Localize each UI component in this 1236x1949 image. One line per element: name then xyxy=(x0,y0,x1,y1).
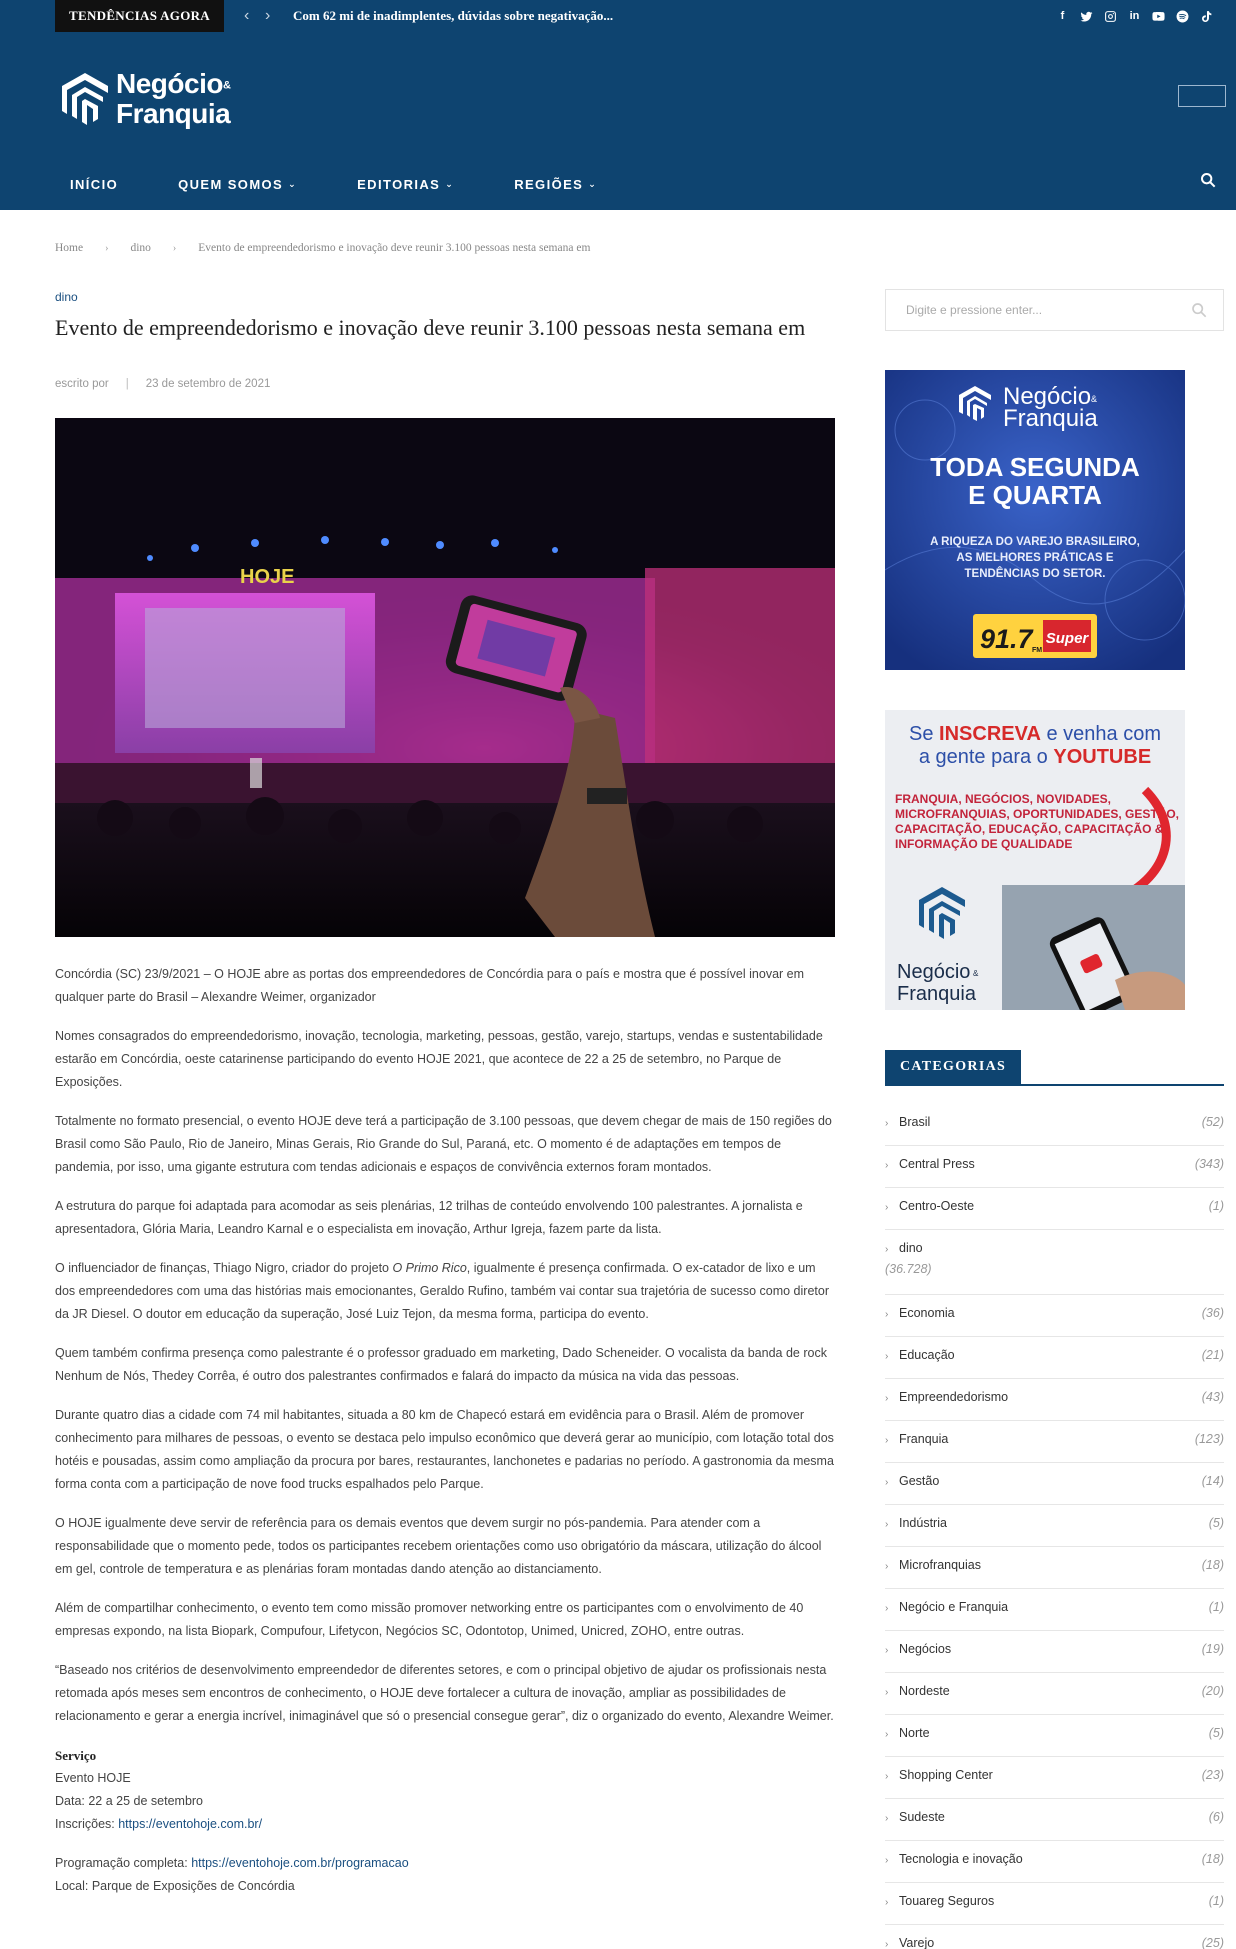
top-bar xyxy=(0,0,1236,32)
category-name: Microfranquias xyxy=(899,1558,981,1572)
article-paragraph: Totalmente no formato presencial, o evento HOJE deve terá a participação de 3.100 pessoas, que devem chegar de mais de 150 regiões do Brasil como São Paulo, Rio de Janeiro, Minas Gerais, Rio Grande do Sul, Paraná, etc. O momento é de adaptações em tempos de pandemia, por isso, uma gigante estrutura com tendas adicionais e espaços de convivência externos foram montados. xyxy=(55,1114,832,1174)
article-hero-image xyxy=(55,418,835,937)
logo-line2: Franquia xyxy=(116,97,231,129)
logo-mark-icon xyxy=(58,69,112,129)
paragraph-emphasis: O Primo Rico xyxy=(392,1261,467,1275)
paragraph-text: O influenciador de finanças, Thiago Nigro, criador do projeto xyxy=(55,1261,393,1275)
sidebar-search-input[interactable] xyxy=(886,290,1223,330)
category-count: (25) xyxy=(1201,1936,1224,1949)
ad2-topics-4: INFORMAÇÃO DE QUALIDADE xyxy=(895,837,1073,851)
ad2-topics-3: CAPACITAÇÃO, EDUCAÇÃO, CAPACITAÇÃO & xyxy=(895,822,1164,836)
chevron-down-icon: ⌄ xyxy=(445,178,455,189)
ad-brand-amp: & xyxy=(1091,394,1098,404)
article-paragraph: O HOJE igualmente deve servir de referência para os demais eventos que devem surgir no pós-pandemia. Para atender com a responsabilidade que o momento pede, todos os participantes recebem orientações como uso obrigatório da máscara, utilização do álcool em gel, controle de temperatura e as plenárias foram montadas dando atenção ao distanciamento. xyxy=(55,1516,822,1576)
chevron-right-icon: › xyxy=(885,1435,889,1446)
event-photo xyxy=(55,418,835,937)
service-event: Evento HOJE xyxy=(55,1771,131,1785)
category-name: Franquia xyxy=(899,1432,949,1446)
category-name: Indústria xyxy=(899,1516,947,1530)
category-item-negocio-e-franquia[interactable] xyxy=(885,1589,1224,1631)
chevron-right-icon: › xyxy=(885,1561,889,1572)
facebook-icon[interactable]: f xyxy=(1060,10,1065,22)
category-item-franquia[interactable] xyxy=(885,1421,1224,1463)
categories-header xyxy=(885,1050,1224,1086)
category-name: dino xyxy=(899,1241,923,1255)
chevron-right-icon: › xyxy=(885,1729,889,1740)
chevron-right-icon: › xyxy=(885,1771,889,1782)
categories-list xyxy=(885,1104,1224,1949)
category-item-negocios[interactable] xyxy=(885,1631,1224,1673)
meta-divider: | xyxy=(125,378,129,390)
sidebar-ad-radio[interactable] xyxy=(885,370,1185,670)
chevron-down-icon: ⌄ xyxy=(288,178,298,189)
category-count: (5) xyxy=(1208,1516,1224,1530)
service-date: Data: 22 a 25 de setembro xyxy=(55,1794,204,1808)
main-menu xyxy=(55,158,642,210)
category-count: (23) xyxy=(1201,1768,1224,1782)
category-count: (19) xyxy=(1201,1642,1224,1656)
tiktok-icon[interactable] xyxy=(1200,10,1213,23)
category-count: (1) xyxy=(1208,1199,1224,1213)
category-item-educacao[interactable] xyxy=(885,1337,1224,1379)
category-name: Shopping Center xyxy=(899,1768,993,1782)
service-signup xyxy=(55,1813,835,1836)
category-count: (343) xyxy=(1194,1157,1224,1171)
article-category-link[interactable]: dino xyxy=(55,290,78,304)
chevron-right-icon: › xyxy=(885,1244,889,1255)
menu-item-regioes[interactable] xyxy=(499,177,612,192)
category-item-touareg-seguros[interactable] xyxy=(885,1883,1224,1925)
category-item-centro-oeste[interactable] xyxy=(885,1188,1224,1230)
category-item-tecnologia-e-inovacao[interactable] xyxy=(885,1841,1224,1883)
chevron-right-icon: › xyxy=(885,1477,889,1488)
ad2-line2: a gente para o YOUTUBE xyxy=(918,746,1152,768)
breadcrumb-current: Evento de empreendedorismo e inovação deve reunir 3.100 pessoas nesta semana em xyxy=(198,242,591,254)
category-item-norte[interactable] xyxy=(885,1715,1224,1757)
article-title: Evento de empreendedorismo e inovação deve reunir 3.100 pessoas nesta semana em xyxy=(55,315,806,340)
service-location: Local: Parque de Exposições de Concórdia xyxy=(55,1879,295,1893)
ad-brand-1: Negócio xyxy=(1003,383,1092,410)
category-count: (5) xyxy=(1208,1726,1224,1740)
categories-title: CATEGORIAS xyxy=(885,1050,1021,1084)
service-block-2 xyxy=(55,1852,835,1898)
youtube-icon[interactable] xyxy=(1152,10,1165,23)
article-paragraph: A estrutura do parque foi adaptada para acomodar as seis plenárias, 12 trilhas de conteúdo envolvendo 100 palestrantes. A jornalista e apresentadora, Glória Maria, Leandro Karnal e o especialista em inovação, Arthur Igreja, fazem parte da lista. xyxy=(55,1199,803,1236)
radio-name: Super xyxy=(1045,630,1089,647)
category-count: (18) xyxy=(1201,1852,1224,1866)
category-name: Negócio e Franquia xyxy=(899,1600,1009,1614)
category-name: Nordeste xyxy=(899,1684,950,1698)
chevron-left-icon[interactable]: ‹ xyxy=(244,7,250,24)
article-paragraph: Nomes consagrados do empreendedorismo, inovação, tecnologia, marketing, pessoas, gestão, varejo, startups, vendas e sustentabilidade estarão em Concórdia, oeste catarinense participando do evento HOJE 2021, que acontece de 22 a 25 de setembro, no Parque de Exposições. xyxy=(55,1029,823,1089)
category-name: Empreendedorismo xyxy=(899,1390,1009,1404)
twitter-icon[interactable] xyxy=(1080,10,1093,23)
category-count: (1) xyxy=(1208,1600,1224,1614)
category-name: Gestão xyxy=(899,1474,940,1488)
chevron-right-icon: › xyxy=(885,1645,889,1656)
category-name: Negócios xyxy=(899,1642,952,1656)
category-item-empreendedorismo[interactable] xyxy=(885,1379,1224,1421)
breadcrumb-category[interactable]: dino xyxy=(130,242,151,254)
ad-headline-2: E QUARTA xyxy=(968,480,1102,510)
category-item-brasil[interactable] xyxy=(885,1104,1224,1146)
chevron-right-icon: › xyxy=(885,1897,889,1908)
chevron-right-icon: › xyxy=(885,1939,889,1949)
category-count: (1) xyxy=(1208,1894,1224,1908)
article-paragraph: Durante quatro dias a cidade com 74 mil habitantes, situada a 80 km de Chapecó estará em evidência para o Brasil. Além de promover conhecimento para milhares de pessoas, o evento se destaca pelo impulso econômico que deverá gerar ao município, com lotação total dos hotéis e pousadas, assim como ampliação da procura por bares, restaurantes, lanchonetes e padarias no período. A gastronomia da mesma forma conta com a participação de nove food trucks espalhados pelo Parque. xyxy=(55,1408,834,1491)
service-program xyxy=(55,1852,835,1875)
chevron-down-icon: ⌄ xyxy=(588,178,598,189)
category-name: Central Press xyxy=(899,1157,975,1171)
ad2-brand-2: Franquia xyxy=(897,983,976,1005)
ad2-brand-1: Negócio xyxy=(897,961,971,983)
category-count: (21) xyxy=(1201,1348,1224,1362)
category-count: (20) xyxy=(1201,1684,1224,1698)
article-meta xyxy=(55,378,270,390)
menu-item-label: REGIÕES xyxy=(514,176,584,192)
ad2-brand-amp: & xyxy=(973,969,979,978)
site-logo[interactable] xyxy=(58,67,258,131)
site-header xyxy=(0,32,1236,210)
logo-line1: Negócio xyxy=(116,68,223,100)
chevron-right-icon: › xyxy=(885,1603,889,1614)
ad-headline-1: TODA SEGUNDA xyxy=(930,452,1140,482)
service-title: Serviço xyxy=(55,1748,97,1763)
menu-item-quem-somos[interactable] xyxy=(163,177,312,192)
category-count: (14) xyxy=(1201,1474,1224,1488)
ad2-topics-1: FRANQUIA, NEGÓCIOS, NOVIDADES, xyxy=(895,792,1112,806)
category-count: (123) xyxy=(1194,1432,1224,1446)
category-item-nordeste[interactable] xyxy=(885,1673,1224,1715)
chevron-right-icon[interactable]: › xyxy=(265,7,271,24)
article-paragraph: Quem também confirma presença como palestrante é o professor graduado em marketing, Dado Scheneider. O vocalista da banda de rock Nenhum de Nós, Thedey Corrêa, é outro dos palestrantes confirmados e falará do impacto da música na vida das pessoas. xyxy=(55,1346,827,1383)
article-paragraph: “Baseado nos critérios de desenvolvimento empreendedor de diferentes setores, e com o principal objetivo de ajudar os profissionais nesta retomada após meses sem encontros de conhecimento, o HOJE deve fortalecer a cultura de inovação, ampliar as possibilidades de relacionamento e gerar a energia incrível, inimaginável que só o presencial consegue gerar”, diz o organizado do evento, Alexandre Weimer. xyxy=(55,1663,834,1723)
article-paragraph: Além de compartilhar conhecimento, o evento tem como missão promover networking entre os participantes com o envolvimento de 40 empresas expondo, na lista Biopark, Compufour, Lifetycon, Negócios SC, Odontotop, Unimed, Unicred, ZOHO, entre outras. xyxy=(55,1601,804,1638)
chevron-right-icon: › xyxy=(885,1351,889,1362)
article-date: 23 de setembro de 2021 xyxy=(145,378,271,390)
article-byline: escrito por xyxy=(55,378,109,390)
category-count: (6) xyxy=(1208,1810,1224,1824)
category-item-dino[interactable] xyxy=(885,1230,1224,1295)
category-item-gestao[interactable] xyxy=(885,1463,1224,1505)
chevron-right-icon: › xyxy=(172,242,177,254)
radio-frequency: 91.7 xyxy=(980,624,1033,654)
chevron-right-icon: › xyxy=(885,1855,889,1866)
trending-label: TENDÊNCIAS AGORA xyxy=(55,0,224,32)
linkedin-icon[interactable]: in xyxy=(1129,10,1140,22)
article-paragraph: Concórdia (SC) 23/9/2021 – O HOJE abre as portas dos empreendedores de Concórdia para o país e mostra que é possível inovar em qualquer parte do Brasil – Alexandre Weimer, organizador xyxy=(55,967,805,1004)
search-icon[interactable] xyxy=(1191,302,1207,318)
category-item-economia[interactable] xyxy=(885,1295,1224,1337)
category-item-central-press[interactable] xyxy=(885,1146,1224,1188)
category-item-industria[interactable] xyxy=(885,1505,1224,1547)
stage-logo-text: HOJE xyxy=(240,566,295,588)
category-name: Norte xyxy=(899,1726,930,1740)
program-label: Programação completa: xyxy=(55,1856,192,1870)
category-name: Brasil xyxy=(899,1115,931,1129)
category-name: Tecnologia e inovação xyxy=(899,1852,1023,1866)
ad-brand-2: Franquia xyxy=(1003,405,1098,432)
menu-item-inicio[interactable] xyxy=(55,177,133,192)
menu-item-label: INÍCIO xyxy=(70,176,119,192)
chevron-right-icon: › xyxy=(885,1393,889,1404)
category-item-varejo[interactable] xyxy=(885,1925,1224,1949)
spotify-icon[interactable] xyxy=(1176,10,1189,23)
chevron-right-icon: › xyxy=(885,1687,889,1698)
radio-unit: FM xyxy=(1032,647,1043,654)
chevron-right-icon: › xyxy=(885,1118,889,1129)
category-item-microfranquias[interactable] xyxy=(885,1547,1224,1589)
chevron-right-icon: › xyxy=(885,1202,889,1213)
radio-ad-graphic xyxy=(885,370,1185,670)
breadcrumb xyxy=(55,242,590,254)
menu-toggle-button[interactable] xyxy=(1178,85,1226,107)
signup-label: Inscrições: xyxy=(55,1817,119,1831)
instagram-icon[interactable] xyxy=(1104,10,1117,23)
chevron-right-icon: › xyxy=(885,1160,889,1171)
category-count: (36.728) xyxy=(885,1262,932,1276)
sidebar-search xyxy=(885,289,1224,331)
trending-headline-link[interactable]: Com 62 mi de inadimplentes, dúvidas sobre negativação... xyxy=(293,8,614,23)
chevron-right-icon: › xyxy=(105,242,109,254)
article-paragraph xyxy=(55,1257,835,1326)
chevron-right-icon: › xyxy=(885,1519,889,1530)
sidebar-ad-youtube[interactable] xyxy=(885,710,1185,1010)
category-count: (36) xyxy=(1201,1306,1224,1320)
article-body xyxy=(55,963,835,1914)
category-name: Economia xyxy=(899,1306,955,1320)
category-name: Varejo xyxy=(899,1936,935,1949)
service-block xyxy=(55,1744,835,1836)
ad-sub-3: TENDÊNCIAS DO SETOR. xyxy=(964,568,1106,580)
menu-item-label: EDITORIAS xyxy=(357,176,441,192)
ad2-topics-2: MICROFRANQUIAS, OPORTUNIDADES, GESTÃO, xyxy=(895,807,1180,821)
ad2-line1: Se INSCREVA e venha com xyxy=(909,723,1161,745)
category-count: (43) xyxy=(1201,1390,1224,1404)
radio-badge xyxy=(973,614,1097,658)
logo-text xyxy=(116,70,230,128)
paragraph-text: , igualmente é presença confirmada. O ex-catador de lixo e um dos empreendedores com uma das histórias mais emocionantes, Geraldo Rufino, também vai contar sua trajetória de sucesso como diretor da JR Diesel. O doutor em educação da superação, José Luiz Tejon, da mesma forma, participa do evento. xyxy=(55,1261,829,1321)
category-name: Educação xyxy=(899,1348,955,1362)
breadcrumb-home[interactable]: Home xyxy=(55,242,84,254)
category-count: (52) xyxy=(1201,1115,1224,1129)
logo-amp: & xyxy=(222,79,231,92)
social-links xyxy=(1056,0,1213,32)
category-count: (18) xyxy=(1201,1558,1224,1572)
search-icon[interactable] xyxy=(1200,172,1218,190)
program-link[interactable]: https://eventohoje.com.br/programacao xyxy=(191,1856,409,1870)
chevron-right-icon: › xyxy=(885,1813,889,1824)
ad-sub-1: A RIQUEZA DO VAREJO BRASILEIRO, xyxy=(930,536,1140,548)
signup-link[interactable]: https://eventohoje.com.br/ xyxy=(118,1817,263,1831)
category-item-sudeste[interactable] xyxy=(885,1799,1224,1841)
category-name: Centro-Oeste xyxy=(899,1199,975,1213)
category-item-shopping-center[interactable] xyxy=(885,1757,1224,1799)
youtube-ad-graphic xyxy=(885,710,1185,1010)
menu-item-label: QUEM SOMOS xyxy=(178,176,284,192)
ad-sub-2: AS MELHORES PRÁTICAS E xyxy=(956,552,1114,564)
category-name: Touareg Seguros xyxy=(899,1894,995,1908)
chevron-right-icon: › xyxy=(885,1309,889,1320)
menu-item-editorias[interactable] xyxy=(342,177,469,192)
category-name: Sudeste xyxy=(899,1810,945,1824)
